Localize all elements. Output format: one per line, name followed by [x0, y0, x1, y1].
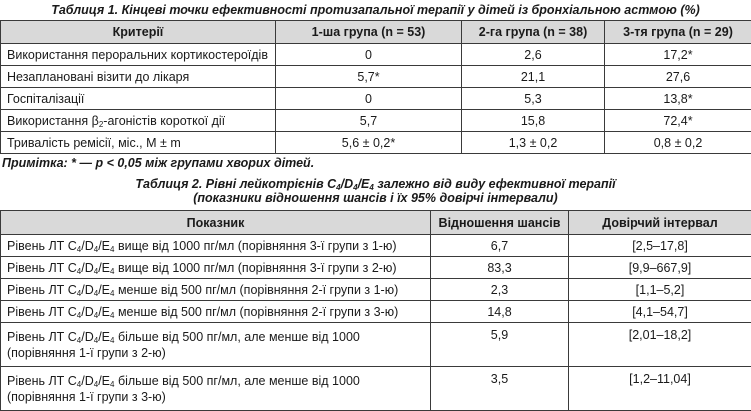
group2-value: 21,1: [462, 66, 605, 88]
table-row: [1, 132, 751, 154]
group1-value: 5,7: [276, 110, 462, 132]
table1-header-row: [1, 21, 751, 44]
table-row: [1, 279, 751, 301]
row-label: Рівень ЛТ $C_4/D_4/E_4$ більше від 500 пг/мл, але менше від 1000 (порівняння 1-ї групи з 2-ю): [1, 323, 431, 367]
table-row: [1, 301, 751, 323]
table-row: [1, 257, 751, 279]
confidence-interval: [1,1–5,2]: [569, 279, 751, 301]
group3-value: 0,8 ± 0,2: [605, 132, 751, 154]
row-label: Рівень ЛТ $C_4/D_4/E_4$ менше від 500 пг/мл (порівняння 2-ї групи з 3-ю): [1, 301, 431, 323]
header-indicator: Показник: [1, 211, 431, 235]
group1-value: 5,7*: [276, 66, 462, 88]
row-label: Рівень ЛТ $C_4/D_4/E_4$ більше від 500 пг/мл, але менше від 1000 (порівняння 1-ї групи з 3-ю): [1, 367, 431, 411]
table1-note: Примітка: * — p < 0,05 між групами хворих дітей.: [0, 154, 751, 173]
odds-ratio: 6,7: [431, 235, 569, 257]
table2-header-row: [1, 211, 751, 235]
table-row: [1, 323, 751, 367]
odds-ratio: 83,3: [431, 257, 569, 279]
group1-value: 0: [276, 44, 462, 66]
confidence-interval: [4,1–54,7]: [569, 301, 751, 323]
table2-caption: Таблиця 2. Рівні лейкотрієнів $C_4/D_4/E_4$ залежно від виду ефективної терапії (показники відношення шансів і їх 95% довірчі інтервали): [0, 177, 751, 205]
row-label: Рівень ЛТ $C_4/D_4/E_4$ вище від 1000 пг/мл (порівняння 3-ї групи з 2-ю): [1, 257, 431, 279]
table-row: [1, 44, 751, 66]
group3-value: 72,4*: [605, 110, 751, 132]
header-odds-ratio: Відношення шансів: [431, 211, 569, 235]
row-label: Тривалість ремісії, міс., M ± m: [1, 132, 276, 154]
confidence-interval: [2,5–17,8]: [569, 235, 751, 257]
group2-value: 15,8: [462, 110, 605, 132]
group3-value: 13,8*: [605, 88, 751, 110]
row-label: Рівень ЛТ $C_4/D_4/E_4$ менше від 500 пг/мл (порівняння 2-ї групи з 1-ю): [1, 279, 431, 301]
table-row: [1, 367, 751, 411]
table-row: [1, 88, 751, 110]
row-label: Використання $\beta_2$-агоністів короткої дії: [1, 110, 276, 132]
group1-value: 5,6 ± 0,2*: [276, 132, 462, 154]
group3-value: 27,6: [605, 66, 751, 88]
header-group2: 2-га група (n = 38): [462, 21, 605, 44]
group1-value: 0: [276, 88, 462, 110]
table-row: [1, 66, 751, 88]
header-group3: 3-тя група (n = 29): [605, 21, 751, 44]
group2-value: 1,3 ± 0,2: [462, 132, 605, 154]
row-label: Рівень ЛТ $C_4/D_4/E_4$ вище від 1000 пг/мл (порівняння 3-ї групи з 1-ю): [1, 235, 431, 257]
row-label: Використання пероральних кортикостероїдів: [1, 44, 276, 66]
odds-ratio: 5,9: [431, 323, 569, 367]
confidence-interval: [9,9–667,9]: [569, 257, 751, 279]
header-confidence-interval: Довірчий інтервал: [569, 211, 751, 235]
odds-ratio: 14,8: [431, 301, 569, 323]
table1: [0, 20, 751, 154]
odds-ratio: 3,5: [431, 367, 569, 411]
header-criteria: Критерії: [1, 21, 276, 44]
table-row: [1, 110, 751, 132]
table2: [0, 210, 751, 411]
confidence-interval: [2,01–18,2]: [569, 323, 751, 367]
confidence-interval: [1,2–11,04]: [569, 367, 751, 411]
header-group1: 1-ша група (n = 53): [276, 21, 462, 44]
table1-caption: Таблиця 1. Кінцеві точки ефективності протизапальної терапії у дітей із бронхіальною астмою (%): [0, 0, 751, 20]
row-label: Незаплановані візити до лікаря: [1, 66, 276, 88]
odds-ratio: 2,3: [431, 279, 569, 301]
group2-value: 2,6: [462, 44, 605, 66]
group2-value: 5,3: [462, 88, 605, 110]
table-row: [1, 235, 751, 257]
row-label: Госпіталізації: [1, 88, 276, 110]
group3-value: 17,2*: [605, 44, 751, 66]
